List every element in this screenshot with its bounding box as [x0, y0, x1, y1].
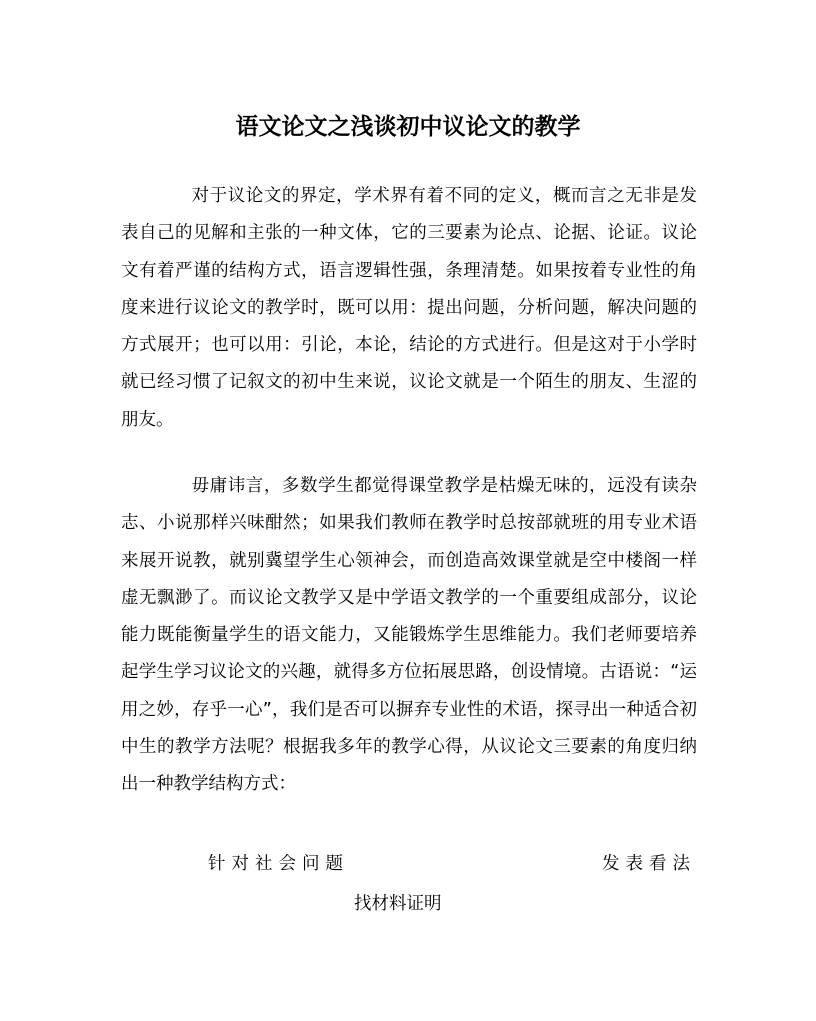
structure-step-right: 发表看法 [602, 854, 696, 874]
structure-step-bottom: 找材料证明 [354, 894, 442, 914]
paragraph-1 [121, 178, 697, 439]
paragraph-1-text: 对于议论文的界定，学术界有着不同的定义，概而言之无非是发表自己的见解和主张的一种文体，它的三要素为论点、论据、论证。议论文有着严谨的结构方式，语言逻辑性强，条理清楚。如果按着专业性的角度来进行议论文的教学时，既可以用：提出问题，分析问题，解决问题的方式展开；也可以用：引论，本论，结论的方式进行。但是这对于小学时就已经习惯了记叙文的初中生来说，议论文就是一个陌生的朋友、生涩的朋友。 [121, 186, 697, 430]
paragraph-2-text: 毋庸讳言，多数学生都觉得课堂教学是枯燥无味的，远没有读杂志、小说那样兴味酣然；如果我们教师在教学时总按部就班的用专业术语来展开说教，就别冀望学生心领神会，而创造高效课堂就是空中楼阁一样虚无飘渺了。而议论文教学又是中学语文教学的一个重要组成部分，议论能力既能衡量学生的语文能力，又能锻炼学生思维能力。我们老师要培养起学生学习议论文的兴趣，就得多方位拓展思路，创设情境。古语说：“运用之妙，存乎一心”，我们是否可以摒弃专业性的术语，探寻出一种适合初中生的教学方法呢？根据我多年的教学心得，从议论文三要素的角度归纳出一种教学结构方式： [121, 476, 697, 795]
paragraph-2 [121, 468, 697, 804]
document-title: 语文论文之浅谈初中议论文的教学 [235, 113, 581, 140]
structure-step-left: 针对社会问题 [208, 854, 349, 874]
